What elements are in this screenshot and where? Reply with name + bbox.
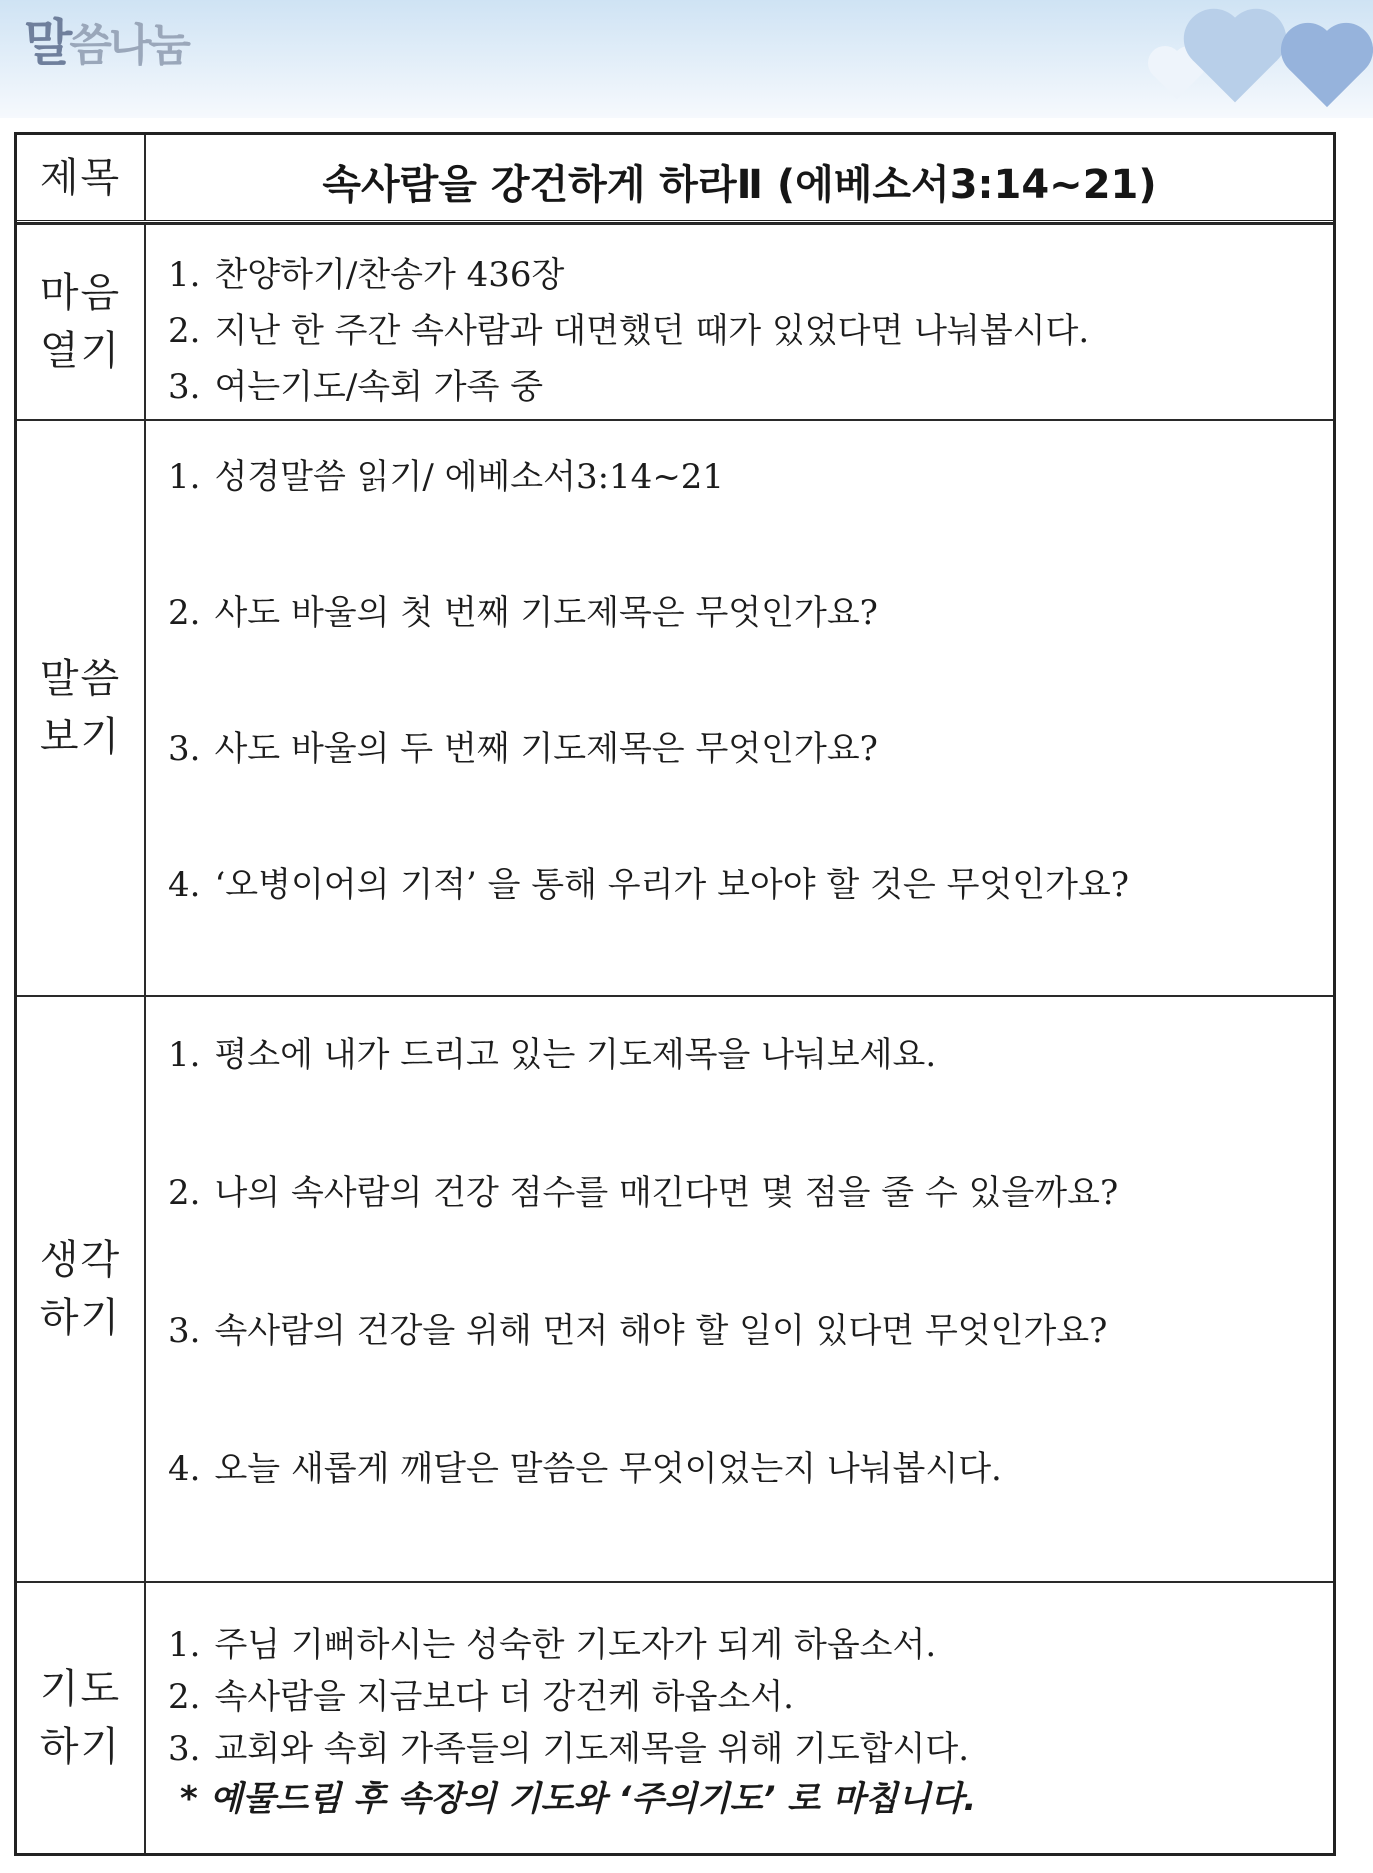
- section-label: 말씀 보기: [39, 656, 122, 760]
- item-number: 3.: [168, 729, 201, 769]
- item-text: 평소에 내가 드리고 있는 기도제목을 나눠보세요.: [214, 1035, 937, 1075]
- item-text: 사도 바울의 두 번째 기도제목은 무엇인가요?: [214, 729, 878, 769]
- item-text: ‘오병이어의 기적’ 을 통해 우리가 보아야 할 것은 무엇인가요?: [214, 865, 1130, 905]
- list-item: [168, 1669, 1317, 1718]
- list-item: [168, 857, 1317, 906]
- page-title: [24, 14, 188, 72]
- item-text: 나의 속사람의 건강 점수를 매긴다면 몇 점을 줄 수 있을까요?: [214, 1173, 1119, 1213]
- item-text: 사도 바울의 첫 번째 기도제목은 무엇인가요?: [214, 593, 878, 633]
- item-text: 지난 한 주간 속사람과 대면했던 때가 있었다면 나눠봅시다.: [214, 311, 1090, 351]
- list-item: [168, 247, 1317, 296]
- item-text: 찬양하기/찬송가 436장: [214, 255, 565, 295]
- section-open-heart: [17, 223, 1333, 419]
- label-cell: [17, 225, 146, 419]
- list-item: [168, 1027, 1317, 1076]
- title-cell: [146, 135, 1333, 220]
- content-cell: [146, 225, 1333, 419]
- content-cell: [146, 1583, 1333, 1853]
- label-cell: [17, 1583, 146, 1853]
- item-number: 3.: [168, 1729, 201, 1769]
- list-item: [168, 1303, 1317, 1352]
- list-item: [168, 585, 1317, 634]
- item-number: 1.: [168, 1035, 201, 1075]
- item-number: 1.: [168, 255, 201, 295]
- item-text: 속사람의 건강을 위해 먼저 해야 할 일이 있다면 무엇인가요?: [214, 1311, 1108, 1351]
- item-number: 4.: [168, 865, 201, 905]
- item-text: 속사람을 지금보다 더 강건케 하옵소서.: [214, 1677, 794, 1717]
- page-title-rest: 씀나눔: [69, 20, 188, 71]
- item-number: 2.: [168, 1173, 201, 1213]
- section-read-word: [17, 419, 1333, 995]
- header-banner: [0, 0, 1373, 118]
- heart-icon: [1289, 31, 1365, 107]
- sharing-table: [14, 132, 1336, 1856]
- item-number: 3.: [168, 1311, 201, 1351]
- section-label: 생각 하기: [39, 1237, 122, 1341]
- section-prayer: [17, 1581, 1333, 1853]
- label-cell: [17, 421, 146, 995]
- content-cell: [146, 997, 1333, 1581]
- item-number: 2.: [168, 311, 201, 351]
- item-number: 3.: [168, 367, 201, 407]
- item-number: 1.: [168, 1625, 201, 1665]
- title-row: [17, 135, 1333, 223]
- item-number: 1.: [168, 457, 201, 497]
- page-title-main: 말: [24, 14, 70, 72]
- item-text: 주님 기뻐하시는 성숙한 기도자가 되게 하옵소서.: [214, 1625, 937, 1665]
- section-label: 기도 하기: [39, 1666, 122, 1770]
- heart-icon: [1193, 18, 1278, 103]
- list-item: [168, 359, 1317, 408]
- content-cell: [146, 421, 1333, 995]
- item-number: 2.: [168, 593, 201, 633]
- item-text: 성경말씀 읽기/ 에베소서3:14~21: [214, 457, 725, 497]
- lesson-title: 속사람을 강건하게 하라Ⅱ (에베소서3:14~21): [322, 162, 1157, 208]
- list-item: [168, 303, 1317, 352]
- section-reflect: [17, 995, 1333, 1581]
- title-label: 제목: [39, 154, 122, 201]
- section-label: 마음 열기: [39, 270, 122, 374]
- item-text: 교회와 속회 가족들의 기도제목을 위해 기도합시다.: [214, 1729, 970, 1769]
- closing-note: * 예물드림 후 속장의 기도와 ‘주의기도’ 로 마칩니다.: [180, 1779, 977, 1819]
- list-item: [168, 1441, 1317, 1490]
- item-number: 4.: [168, 1449, 201, 1489]
- item-text: 여는기도/속회 가족 중: [214, 367, 544, 407]
- list-item: [168, 721, 1317, 770]
- list-item: [168, 1721, 1317, 1770]
- label-cell: [17, 997, 146, 1581]
- item-number: 2.: [168, 1677, 201, 1717]
- list-item: [168, 1165, 1317, 1214]
- item-text: 오늘 새롭게 깨달은 말씀은 무엇이었는지 나눠봅시다.: [214, 1449, 1002, 1489]
- label-cell: [17, 135, 146, 220]
- list-item: [168, 1617, 1317, 1666]
- list-item: [168, 449, 1317, 498]
